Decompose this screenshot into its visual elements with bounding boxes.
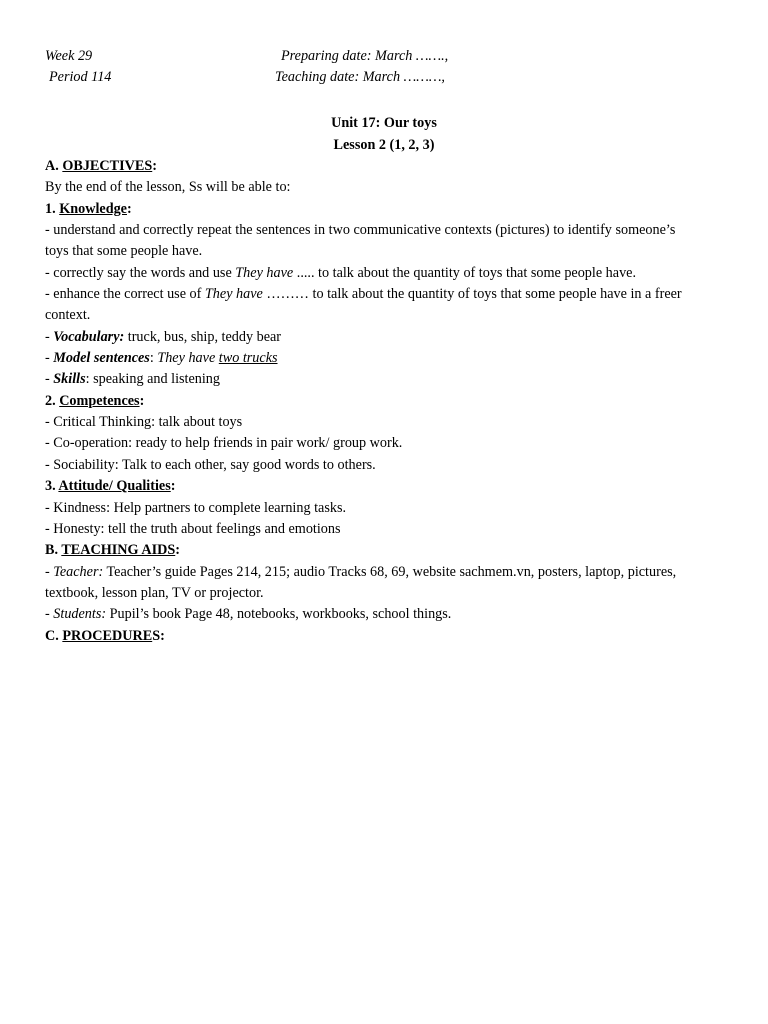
week-label: Week 29 (45, 48, 93, 64)
lesson-body (45, 156, 725, 647)
knowledge-item-cont: toys that some people have. (45, 243, 203, 260)
knowledge-item: - correctly say the words and use They have ..... to talk about the quantity of toys that some people have. (45, 264, 637, 281)
student-aids-line: - Students: Pupil’s book Page 48, notebooks, workbooks, school things. (45, 606, 452, 623)
vocabulary-line: - Vocabulary: truck, bus, ship, teddy bear (45, 328, 282, 345)
objectives-intro: By the end of the lesson, Ss will be able to: (45, 179, 291, 196)
objectives-heading: A. OBJECTIVES: (45, 158, 157, 174)
knowledge-item-cont: context. (45, 307, 91, 324)
period-label: Period 114 (49, 69, 112, 85)
knowledge-item: - understand and correctly repeat the sentences in two communicative contexts (pictures) to identify someone’s (45, 222, 676, 239)
competence-item: - Sociability: Talk to each other, say good words to others. (45, 456, 376, 473)
competence-item: - Critical Thinking: talk about toys (45, 414, 243, 431)
teaching-date: Teaching date: March ………, (275, 69, 445, 85)
preparing-date: Preparing date: March ……., (281, 48, 449, 64)
skills-line: - Skills: speaking and listening (45, 371, 220, 388)
attitude-item: - Honesty: tell the truth about feelings and emotions (45, 520, 341, 537)
teaching-aids-heading: B. TEACHING AIDS: (45, 542, 180, 559)
competences-heading: 2. Competences: (45, 392, 145, 409)
attitude-item: - Kindness: Help partners to complete learning tasks. (45, 499, 347, 516)
procedures-heading: C. PROCEDURES: (45, 627, 165, 644)
model-sentences-line: - Model sentences: They have two trucks (45, 350, 278, 367)
lesson-title: Lesson 2 (1, 2, 3) (333, 137, 435, 153)
competence-item: - Co-operation: ready to help friends in pair work/ group work. (45, 435, 403, 452)
attitude-heading: 3. Attitude/ Qualities: (45, 478, 176, 495)
knowledge-item: - enhance the correct use of They have ……… to talk about the quantity of toys that some people have in a freer (45, 286, 682, 303)
teacher-aids-line-cont: textbook, lesson plan, TV or projector. (45, 584, 264, 601)
unit-title: Unit 17: Our toys (331, 115, 437, 131)
knowledge-heading: 1. Knowledge: (45, 200, 132, 217)
teacher-aids-line: - Teacher: Teacher’s guide Pages 214, 215; audio Tracks 68, 69, website sachmem.vn, posters, laptop, pictures, (45, 563, 677, 580)
